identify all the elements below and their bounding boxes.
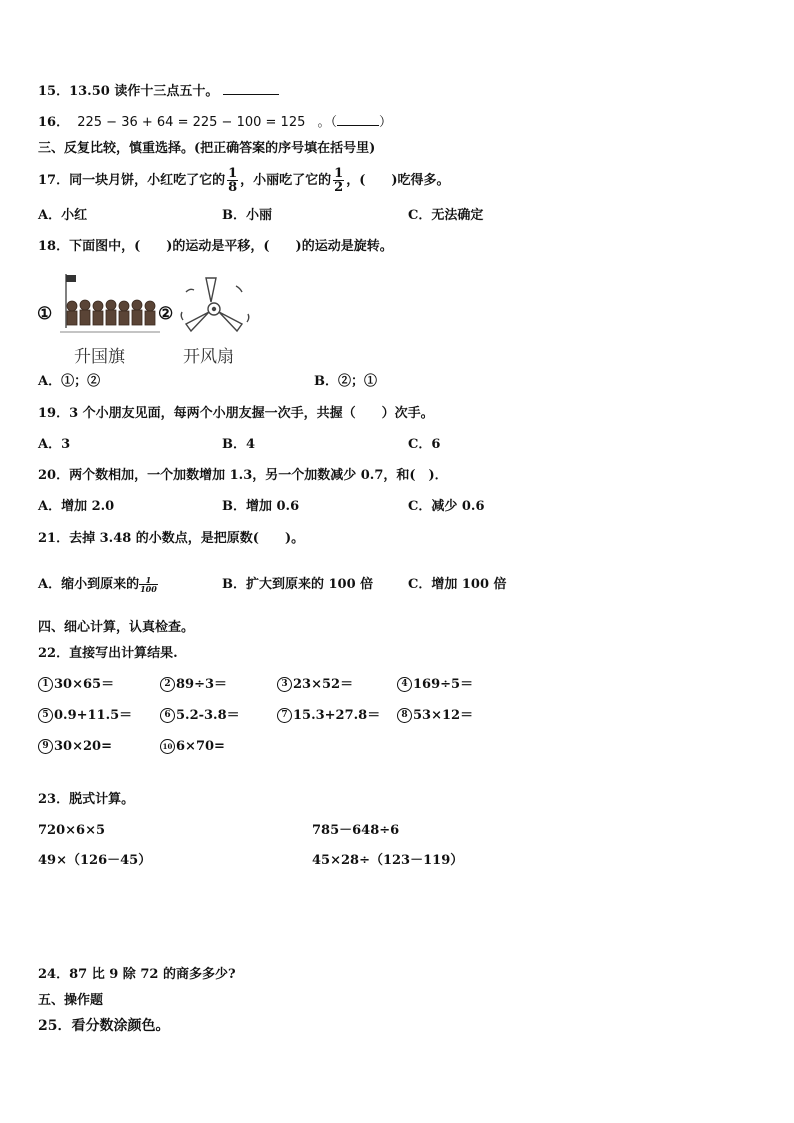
question-17-text: 17．同一块月饼，小红吃了它的	[38, 173, 226, 188]
option-a[interactable]: A．小红	[38, 208, 88, 223]
item-number-badge: 3	[277, 677, 292, 692]
calc-item	[160, 738, 225, 756]
fraction-one-eighth: $\frac{1}{8}$	[228, 166, 238, 195]
option-b[interactable]: B．增加 0.6	[222, 499, 300, 514]
question-16	[38, 114, 392, 132]
expression: 45×28÷（123－119）	[312, 853, 464, 868]
calc-expression: 89÷3＝	[176, 677, 228, 692]
calc-item	[277, 707, 380, 725]
calc-item	[38, 676, 114, 694]
question-20: 20．两个数相加，一个加数增加 1.3，另一个加数减少 0.7，和( )．	[38, 468, 448, 483]
option-a[interactable]: A．缩小到原来的 $\frac{1}{100}$	[38, 575, 157, 594]
item-number-badge: 8	[397, 708, 412, 723]
calc-item	[277, 676, 353, 694]
bracket-close: ）	[379, 115, 393, 130]
calc-expression: 15.3+27.8＝	[293, 708, 381, 723]
calc-expression: 0.9+11.5＝	[54, 708, 133, 723]
option-b[interactable]: B．扩大到原来的 100 倍	[222, 577, 374, 592]
figure-2-label: 开风扇	[183, 347, 234, 367]
calc-expression: 30×65＝	[54, 677, 115, 692]
question-25: 25．看分数涂颜色。	[38, 1018, 170, 1034]
item-number-badge: 6	[160, 708, 175, 723]
option-a[interactable]: A．3	[38, 437, 71, 452]
question-24: 24．87 比 9 除 72 的商多多少?	[38, 967, 236, 982]
expression: 720×6×5	[38, 823, 106, 838]
expression: 49×（126－45）	[38, 853, 152, 868]
calc-expression: 169÷5＝	[413, 677, 474, 692]
calc-item	[397, 707, 473, 725]
calc-expression: 6×70=	[176, 739, 225, 754]
item-number-badge: 9	[38, 739, 53, 754]
section-3-title: 三、反复比较，慎重选择。(把正确答案的序号填在括号里)	[38, 141, 376, 156]
bracket-open: 。（	[317, 115, 338, 130]
equation: 225 − 36 + 64 = 225 − 100 = 125	[77, 115, 306, 130]
calc-item	[160, 707, 240, 725]
question-21: 21．去掉 3.48 的小数点，是把原数( )。	[38, 531, 305, 546]
calc-item	[38, 738, 112, 756]
figure-1-number: ①	[37, 304, 53, 324]
option-a[interactable]: A．①；②	[38, 374, 101, 389]
option-b[interactable]: B．小丽	[222, 208, 272, 223]
option-c[interactable]: C．6	[408, 437, 441, 452]
section-4-title: 四、细心计算，认真检查。	[38, 620, 195, 635]
item-number-badge: 2	[160, 677, 175, 692]
figure-1-label: 升国旗	[74, 347, 125, 367]
option-c[interactable]: C．减少 0.6	[408, 499, 485, 514]
question-15	[38, 83, 279, 101]
item-number-badge: 4	[397, 677, 412, 692]
question-22: 22．直接写出计算结果.	[38, 646, 178, 661]
option-b[interactable]: B．②；①	[314, 374, 377, 389]
fan-illustration	[178, 272, 260, 340]
fraction-one-hundredth: $\frac{1}{100}$	[140, 575, 157, 594]
question-17-text: ，小丽吃了它的	[240, 173, 332, 188]
question-15-text: 15．13.50 读作十三点五十。	[38, 84, 219, 99]
item-number-badge: 10	[160, 739, 175, 754]
calc-expression: 23×52＝	[293, 677, 354, 692]
expression: 785－648÷6	[312, 823, 400, 838]
calc-expression: 53×12＝	[413, 708, 474, 723]
question-18: 18．下面图中，( )的运动是平移，( )的运动是旋转。	[38, 239, 393, 254]
figure-2-number: ②	[158, 304, 174, 324]
calc-expression: 30×20=	[54, 739, 112, 754]
question-17	[38, 166, 450, 196]
question-19: 19．3 个小朋友见面，每两个小朋友握一次手，共握（ ）次手。	[38, 406, 434, 421]
item-number-badge: 5	[38, 708, 53, 723]
section-5-title: 五、操作题	[38, 993, 104, 1008]
calc-item	[160, 676, 227, 694]
calc-expression: 5.2-3.8＝	[176, 708, 240, 723]
option-a[interactable]: A．增加 2.0	[38, 499, 115, 514]
question-17-text: ，( )吃得多。	[346, 173, 450, 188]
option-c[interactable]: C．增加 100 倍	[408, 577, 507, 592]
answer-blank[interactable]	[337, 125, 379, 126]
item-number-badge: 7	[277, 708, 292, 723]
item-number-badge: 1	[38, 677, 53, 692]
flag-raising-illustration	[54, 272, 164, 340]
question-number: 16．	[38, 115, 70, 130]
question-23: 23．脱式计算。	[38, 792, 135, 807]
calc-item	[397, 676, 473, 694]
answer-blank[interactable]	[223, 94, 279, 95]
fraction-one-half: $\frac{1}{2}$	[334, 166, 344, 195]
option-b[interactable]: B．4	[222, 437, 256, 452]
option-c[interactable]: C．无法确定	[408, 208, 484, 223]
calc-item	[38, 707, 132, 725]
